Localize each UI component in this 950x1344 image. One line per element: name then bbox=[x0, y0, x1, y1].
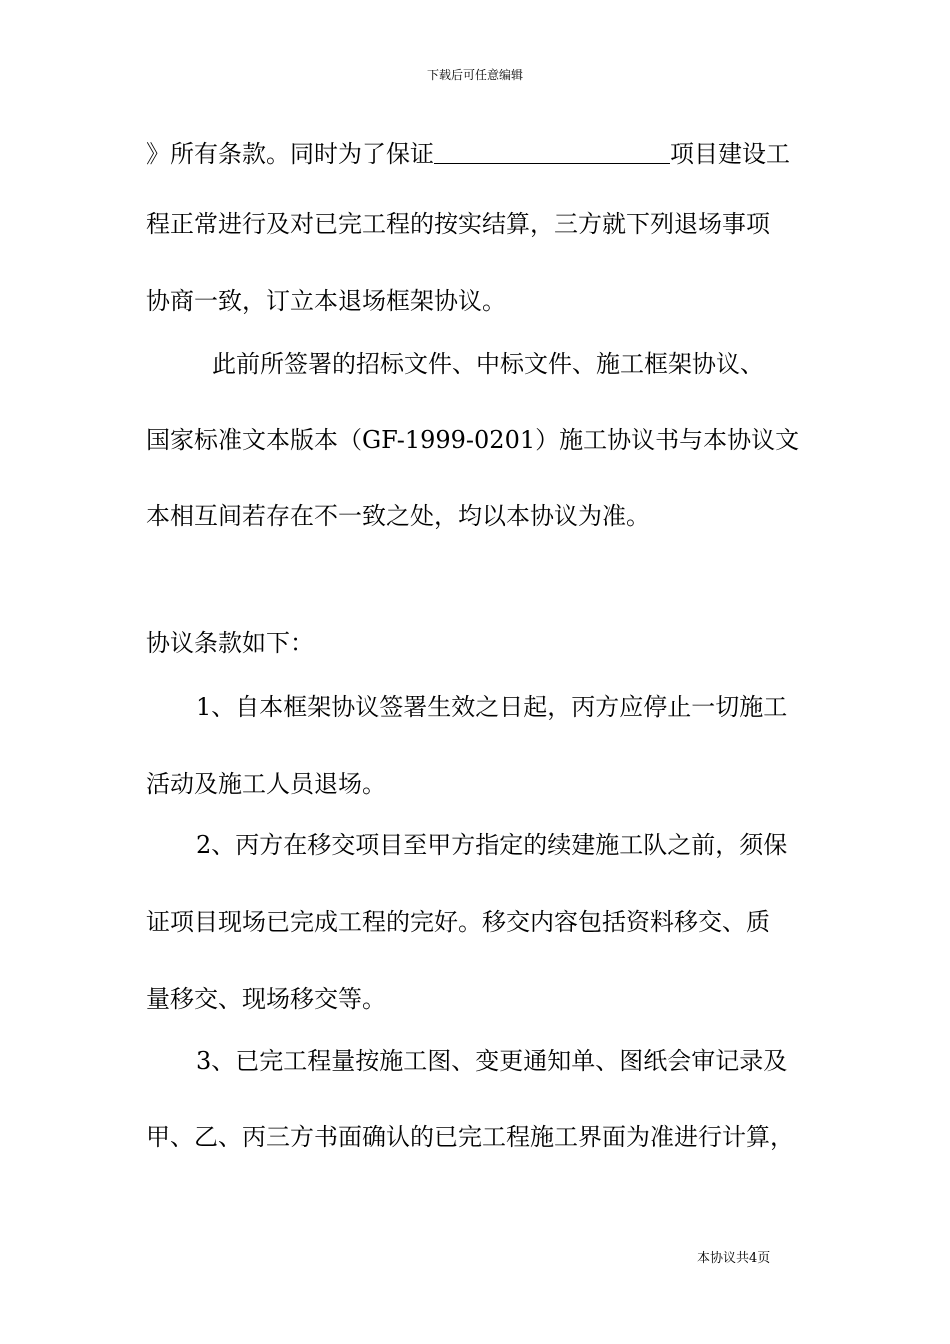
paragraph-2-line-2: 国家标准文本版本（GF-1999-0201）施工协议书与本协议文 bbox=[146, 426, 800, 454]
paragraph-1-line-2: 程正常进行及对已完工程的按实结算，三方就下列退场事项 bbox=[146, 210, 770, 238]
paragraph-1-line-1 bbox=[146, 137, 836, 170]
term-3-line-1: 3、已完工程量按施工图、变更通知单、图纸会审记录及 bbox=[196, 1047, 788, 1075]
term-2-line-3: 量移交、现场移交等。 bbox=[146, 985, 386, 1013]
paragraph-2-line-1: 此前所签署的招标文件、中标文件、施工框架协议、 bbox=[212, 350, 764, 378]
text-segment: 》所有条款。同时为了保证 bbox=[146, 140, 434, 168]
page-count-footer: 本协议共4页 bbox=[697, 1251, 771, 1266]
term-1-line-1: 1、自本框架协议签署生效之日起，丙方应停止一切施工 bbox=[196, 693, 788, 721]
term-1-line-2: 活动及施工人员退场。 bbox=[146, 770, 386, 798]
paragraph-2-line-3: 本相互间若存在不一致之处，均以本协议为准。 bbox=[146, 502, 650, 530]
term-3-line-2: 甲、乙、丙三方书面确认的已完工程施工界面为准进行计算， bbox=[146, 1123, 794, 1151]
header-note: 下载后可任意编辑 bbox=[426, 68, 523, 82]
terms-heading: 协议条款如下： bbox=[146, 629, 314, 657]
term-2-line-1: 2、丙方在移交项目至甲方指定的续建施工队之前，须保 bbox=[196, 831, 788, 859]
text-segment: 项目建设工 bbox=[670, 140, 790, 168]
paragraph-1-line-3: 协商一致，订立本退场框架协议。 bbox=[146, 287, 506, 315]
term-2-line-2: 证项目现场已完成工程的完好。移交内容包括资料移交、质 bbox=[146, 908, 770, 936]
blank-underline bbox=[434, 137, 670, 164]
